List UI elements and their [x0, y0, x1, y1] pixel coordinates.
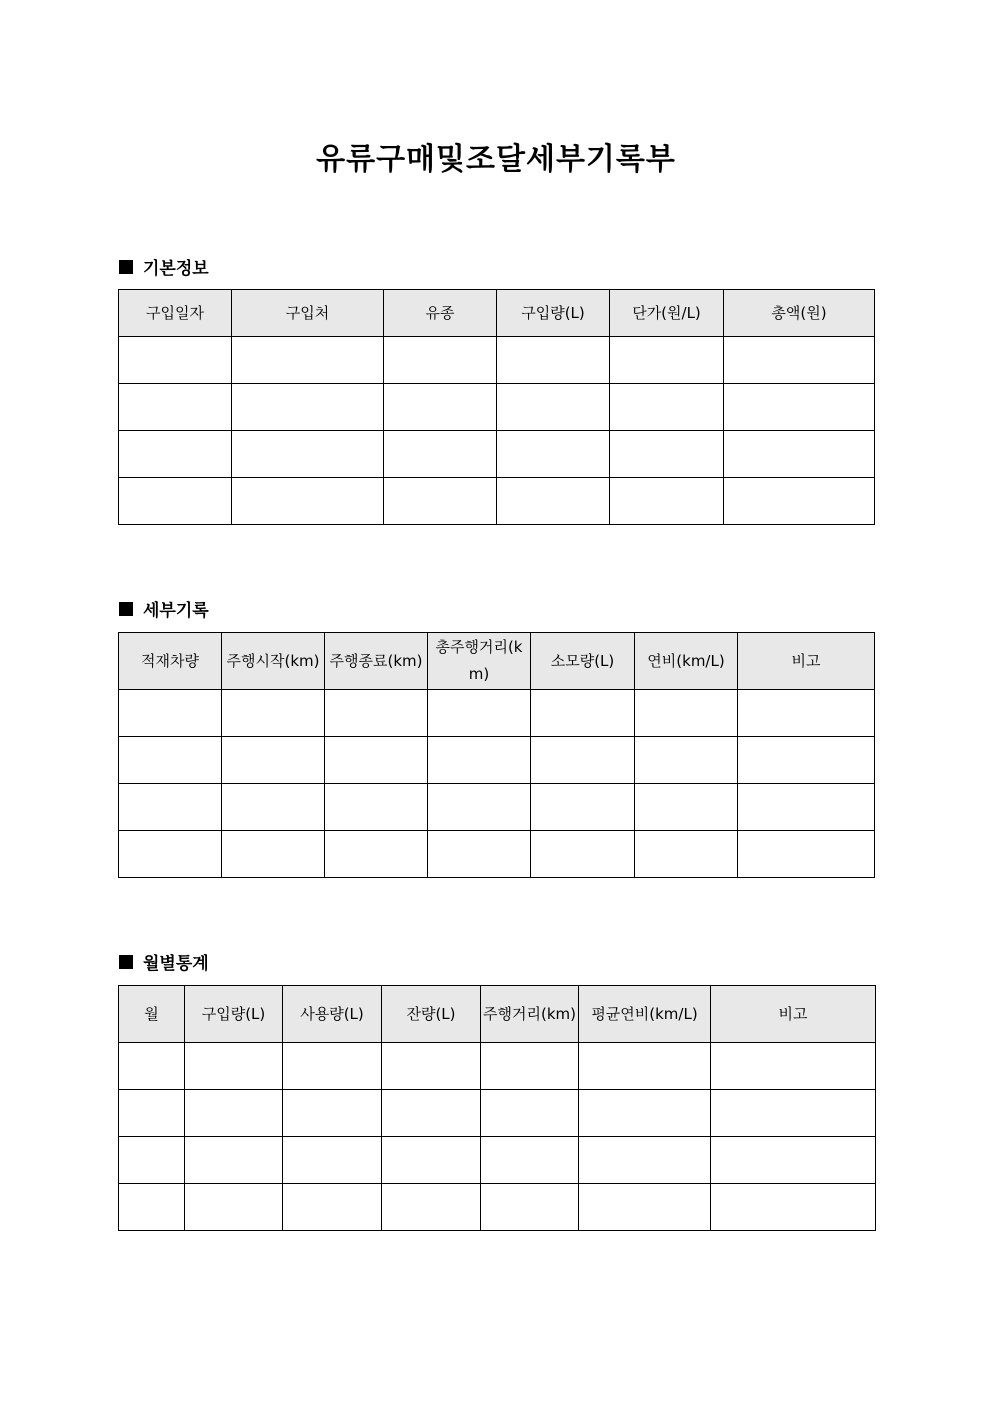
- table-cell[interactable]: [481, 1090, 579, 1137]
- column-header: 주행시작(km): [222, 633, 325, 690]
- table-row: [119, 478, 875, 525]
- table-row: [119, 1184, 876, 1231]
- table-cell[interactable]: [119, 1043, 185, 1090]
- section-heading-monthly-stats: [119, 949, 209, 974]
- table-cell[interactable]: [481, 1137, 579, 1184]
- table-cell[interactable]: [384, 337, 497, 384]
- table-cell[interactable]: [481, 1043, 579, 1090]
- table-cell[interactable]: [382, 1184, 481, 1231]
- table-row: [119, 784, 875, 831]
- table-cell[interactable]: [185, 1090, 283, 1137]
- column-header: 사용량(L): [283, 986, 382, 1043]
- table-row: [119, 690, 875, 737]
- table-cell[interactable]: [384, 431, 497, 478]
- table-header-row: [119, 290, 875, 337]
- table-cell[interactable]: [724, 478, 875, 525]
- table-cell[interactable]: [119, 1184, 185, 1231]
- table-cell[interactable]: [711, 1043, 876, 1090]
- table-cell[interactable]: [119, 1137, 185, 1184]
- table-cell[interactable]: [497, 478, 610, 525]
- table-cell[interactable]: [119, 337, 232, 384]
- section-heading-label: 세부기록: [143, 601, 209, 621]
- table-row: [119, 737, 875, 784]
- column-header: 연비(km/L): [635, 633, 738, 690]
- table-cell[interactable]: [119, 831, 222, 878]
- table-cell[interactable]: [579, 1043, 711, 1090]
- table-cell[interactable]: [283, 1090, 382, 1137]
- document-title: 유류구매및조달세부기록부: [316, 142, 676, 177]
- table-cell[interactable]: [119, 690, 222, 737]
- table-cell[interactable]: [579, 1090, 711, 1137]
- table-cell[interactable]: [579, 1137, 711, 1184]
- column-header: 총액(원): [724, 290, 875, 337]
- section-heading-label: 기본정보: [143, 259, 209, 279]
- section-heading-detail-records: [119, 596, 209, 621]
- table-header-row: [119, 633, 875, 690]
- table-cell[interactable]: [232, 478, 384, 525]
- table-row: [119, 431, 875, 478]
- table-cell[interactable]: [635, 784, 738, 831]
- table-cell[interactable]: [610, 431, 724, 478]
- table-cell[interactable]: [283, 1137, 382, 1184]
- table-cell[interactable]: [119, 431, 232, 478]
- table-cell[interactable]: [325, 831, 428, 878]
- table-cell[interactable]: [497, 431, 610, 478]
- table-cell[interactable]: [222, 690, 325, 737]
- column-header: 구입처: [232, 290, 384, 337]
- table-cell[interactable]: [635, 831, 738, 878]
- table-cell[interactable]: [610, 384, 724, 431]
- table-cell[interactable]: [222, 737, 325, 784]
- table-cell[interactable]: [119, 1090, 185, 1137]
- basic-info-table: [118, 289, 875, 525]
- table-cell[interactable]: [738, 784, 875, 831]
- column-header: 잔량(L): [382, 986, 481, 1043]
- table-cell[interactable]: [711, 1137, 876, 1184]
- table-cell[interactable]: [711, 1184, 876, 1231]
- table-row: [119, 384, 875, 431]
- table-cell[interactable]: [232, 384, 384, 431]
- table-cell[interactable]: [497, 384, 610, 431]
- table-cell[interactable]: [724, 384, 875, 431]
- table-cell[interactable]: [232, 337, 384, 384]
- table-cell[interactable]: [382, 1043, 481, 1090]
- table-cell[interactable]: [724, 431, 875, 478]
- table-cell[interactable]: [428, 784, 531, 831]
- table-cell[interactable]: [325, 784, 428, 831]
- table-header-row: [119, 986, 876, 1043]
- table-cell[interactable]: [384, 478, 497, 525]
- column-header: 주행거리(km): [481, 986, 579, 1043]
- table-cell[interactable]: [119, 478, 232, 525]
- table-cell[interactable]: [185, 1184, 283, 1231]
- column-header: 총주행거리(km): [428, 633, 531, 690]
- column-header: 구입량(L): [497, 290, 610, 337]
- table-cell[interactable]: [325, 737, 428, 784]
- table-cell[interactable]: [711, 1090, 876, 1137]
- monthly-stats-table: [118, 985, 876, 1231]
- table-cell[interactable]: [222, 784, 325, 831]
- square-bullet-icon: [119, 260, 133, 274]
- detail-records-table: [118, 632, 875, 878]
- column-header: 적재차량: [119, 633, 222, 690]
- table-cell[interactable]: [428, 737, 531, 784]
- table-cell[interactable]: [185, 1137, 283, 1184]
- table-row: [119, 337, 875, 384]
- square-bullet-icon: [119, 955, 133, 969]
- column-header: 주행종료(km): [325, 633, 428, 690]
- column-header: 단가(원/L): [610, 290, 724, 337]
- column-header: 평균연비(km/L): [579, 986, 711, 1043]
- table-row: [119, 831, 875, 878]
- table-cell[interactable]: [382, 1090, 481, 1137]
- table-row: [119, 1090, 876, 1137]
- table-cell[interactable]: [531, 784, 635, 831]
- table-cell[interactable]: [185, 1043, 283, 1090]
- table-cell[interactable]: [119, 737, 222, 784]
- square-bullet-icon: [119, 602, 133, 616]
- table-cell[interactable]: [119, 784, 222, 831]
- table-cell[interactable]: [738, 690, 875, 737]
- table-cell[interactable]: [325, 690, 428, 737]
- section-heading-label: 월별통계: [143, 954, 209, 974]
- table-cell[interactable]: [283, 1043, 382, 1090]
- table-cell[interactable]: [531, 737, 635, 784]
- column-header: 소모량(L): [531, 633, 635, 690]
- table-cell[interactable]: [635, 690, 738, 737]
- table-cell[interactable]: [724, 337, 875, 384]
- table-cell[interactable]: [283, 1184, 382, 1231]
- table-cell[interactable]: [384, 384, 497, 431]
- table-row: [119, 1137, 876, 1184]
- column-header: 월: [119, 986, 185, 1043]
- table-cell[interactable]: [531, 690, 635, 737]
- table-cell[interactable]: [635, 737, 738, 784]
- table-cell[interactable]: [119, 384, 232, 431]
- table-cell[interactable]: [428, 690, 531, 737]
- column-header: 비고: [711, 986, 876, 1043]
- table-cell[interactable]: [531, 831, 635, 878]
- table-cell[interactable]: [738, 737, 875, 784]
- column-header: 구입량(L): [185, 986, 283, 1043]
- table-cell[interactable]: [497, 337, 610, 384]
- table-cell[interactable]: [481, 1184, 579, 1231]
- table-cell[interactable]: [738, 831, 875, 878]
- table-cell[interactable]: [610, 337, 724, 384]
- table-cell[interactable]: [222, 831, 325, 878]
- table-cell[interactable]: [610, 478, 724, 525]
- section-heading-basic-info: [119, 254, 209, 279]
- column-header: 유종: [384, 290, 497, 337]
- column-header: 구입일자: [119, 290, 232, 337]
- table-cell[interactable]: [579, 1184, 711, 1231]
- table-cell[interactable]: [428, 831, 531, 878]
- table-cell[interactable]: [382, 1137, 481, 1184]
- table-cell[interactable]: [232, 431, 384, 478]
- column-header: 비고: [738, 633, 875, 690]
- table-row: [119, 1043, 876, 1090]
